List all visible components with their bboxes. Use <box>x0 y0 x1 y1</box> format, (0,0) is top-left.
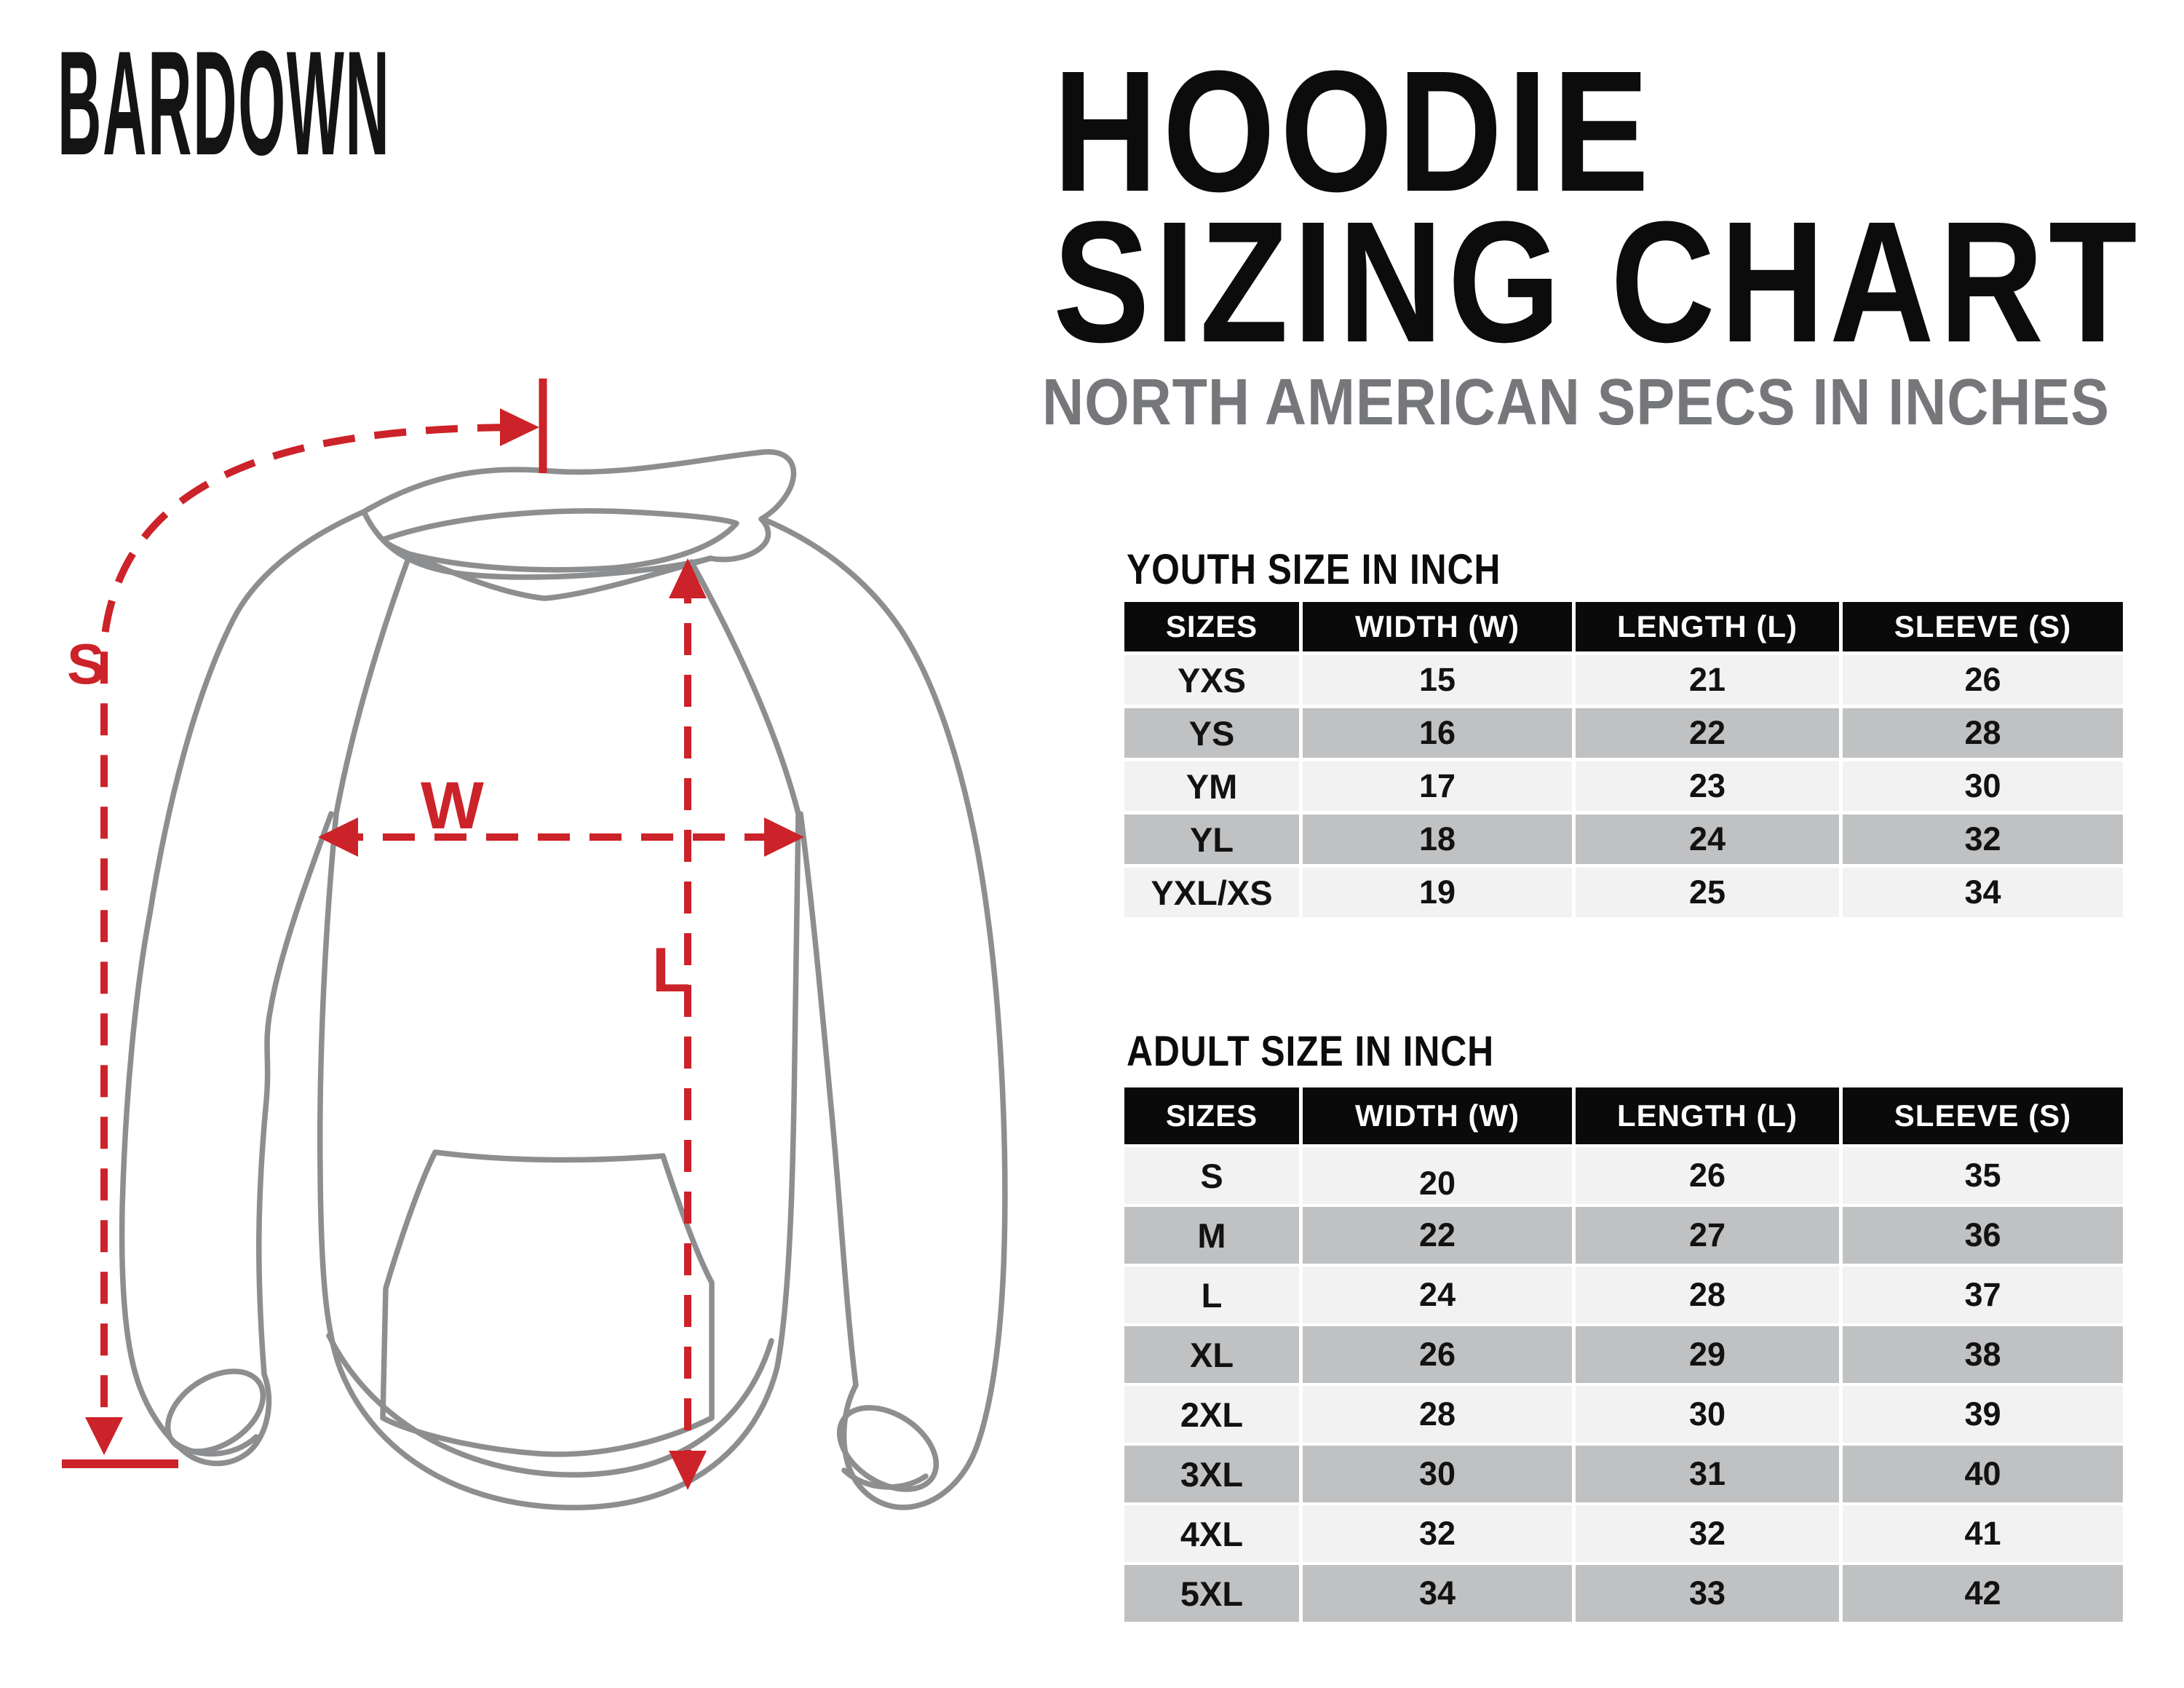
page-title-line1: HOODIE <box>1053 35 1654 228</box>
hoodie-diagram <box>0 328 1055 1601</box>
length-label: L <box>652 935 691 1005</box>
adult-section-heading: ADULT SIZE IN INCH <box>1127 1028 1495 1075</box>
hoodie-outline-icon <box>122 452 1005 1507</box>
table-cell: 25 <box>1576 868 1839 917</box>
table-cell: 18 <box>1303 815 1572 864</box>
sleeve-measure-line <box>104 427 509 1421</box>
table-cell: 4XL <box>1124 1505 1299 1562</box>
table-cell: YM <box>1124 761 1299 811</box>
table-cell: 5XL <box>1124 1565 1299 1622</box>
table-cell: 32 <box>1303 1505 1572 1562</box>
measurement-arrows <box>62 379 804 1490</box>
sleeve-label: S <box>67 632 106 696</box>
adult-size-table <box>1124 1087 2123 1622</box>
table-cell: L <box>1124 1267 1299 1323</box>
youth-col-header-length: LENGTH (L) <box>1576 602 1839 651</box>
adult-col-header-width: WIDTH (W) <box>1303 1087 1572 1144</box>
table-cell: 39 <box>1843 1386 2123 1443</box>
table-cell: 22 <box>1576 708 1839 758</box>
table-cell: 33 <box>1576 1565 1839 1622</box>
table-cell: 34 <box>1843 868 2123 917</box>
page-title-line2: SIZING CHART <box>1053 186 2143 379</box>
table-cell: 26 <box>1576 1147 1839 1204</box>
sleeve-arrowhead-right <box>500 408 539 446</box>
length-arrowhead-down <box>669 1451 707 1490</box>
table-cell: 35 <box>1843 1147 2123 1204</box>
table-cell: M <box>1124 1207 1299 1264</box>
table-cell: 34 <box>1303 1565 1572 1622</box>
table-cell: 30 <box>1576 1386 1839 1443</box>
table-cell: 32 <box>1576 1505 1839 1562</box>
table-cell: 32 <box>1843 815 2123 864</box>
table-cell: 42 <box>1843 1565 2123 1622</box>
youth-col-header-sizes: SIZES <box>1124 602 1299 651</box>
table-cell: 36 <box>1843 1207 2123 1264</box>
table-cell: 29 <box>1576 1326 1839 1383</box>
table-cell: YXS <box>1124 655 1299 705</box>
table-cell: 21 <box>1576 655 1839 705</box>
page-subtitle: NORTH AMERICAN SPECS IN INCHES <box>1042 366 2110 439</box>
youth-size-table <box>1124 602 2123 917</box>
table-cell: XL <box>1124 1326 1299 1383</box>
table-cell: 30 <box>1303 1446 1572 1502</box>
table-cell: 19 <box>1303 868 1572 917</box>
width-arrowhead-left <box>318 817 358 857</box>
table-cell: YL <box>1124 815 1299 864</box>
table-cell: 15 <box>1303 655 1572 705</box>
table-cell: 28 <box>1576 1267 1839 1323</box>
sleeve-arrowhead-down <box>85 1417 123 1455</box>
table-cell: 30 <box>1843 761 2123 811</box>
adult-col-header-sizes: SIZES <box>1124 1087 1299 1144</box>
table-cell: 17 <box>1303 761 1572 811</box>
table-cell: 24 <box>1303 1267 1572 1323</box>
table-cell: 31 <box>1576 1446 1839 1502</box>
adult-col-header-length: LENGTH (L) <box>1576 1087 1839 1144</box>
table-cell: 40 <box>1843 1446 2123 1502</box>
brand-logo: BARDOWN <box>57 20 391 186</box>
table-cell: 2XL <box>1124 1386 1299 1443</box>
table-cell: 20 <box>1303 1147 1572 1204</box>
adult-col-header-sleeve: SLEEVE (S) <box>1843 1087 2123 1144</box>
table-cell: 38 <box>1843 1326 2123 1383</box>
table-cell: YS <box>1124 708 1299 758</box>
table-cell: 3XL <box>1124 1446 1299 1502</box>
table-cell: 41 <box>1843 1505 2123 1562</box>
table-cell: 27 <box>1576 1207 1839 1264</box>
table-cell: 24 <box>1576 815 1839 864</box>
table-cell: 26 <box>1303 1326 1572 1383</box>
table-cell: 16 <box>1303 708 1572 758</box>
table-cell: YXL/XS <box>1124 868 1299 917</box>
table-cell: 26 <box>1843 655 2123 705</box>
table-cell: S <box>1124 1147 1299 1204</box>
youth-col-header-width: WIDTH (W) <box>1303 602 1572 651</box>
width-label: W <box>421 769 484 843</box>
table-cell: 23 <box>1576 761 1839 811</box>
table-cell: 28 <box>1303 1386 1572 1443</box>
table-cell: 22 <box>1303 1207 1572 1264</box>
table-cell: 37 <box>1843 1267 2123 1323</box>
youth-section-heading: YOUTH SIZE IN INCH <box>1127 546 1501 593</box>
table-cell: 28 <box>1843 708 2123 758</box>
youth-col-header-sleeve: SLEEVE (S) <box>1843 602 2123 651</box>
